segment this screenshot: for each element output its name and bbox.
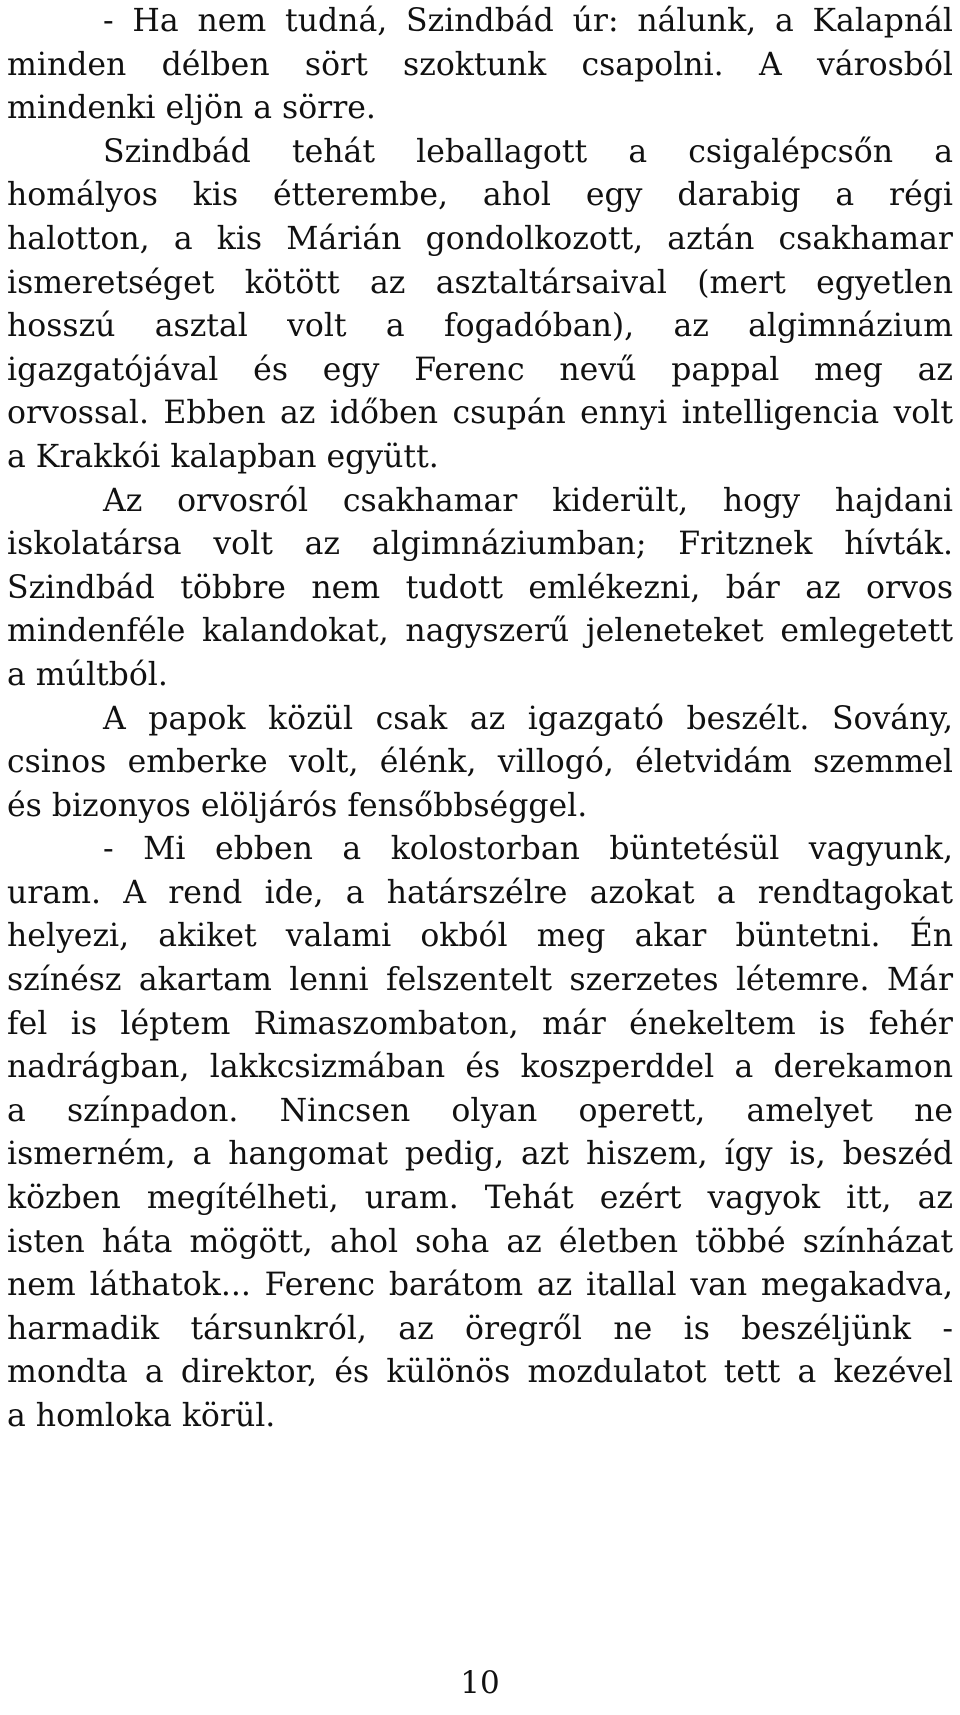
body-text [7,0,953,1439]
text-line: nem láthatok... Ferenc barátom az itallal van megakadva, [7,1267,953,1304]
text-line: helyezi, akiket valami okból meg akar büntetni. Én [7,918,953,955]
text-line: mindenki eljön a sörre. [7,90,376,127]
text-line: hosszú asztal volt a fogadóban), az algimnázium [7,308,953,345]
book-page [7,0,953,1715]
text-line: nadrágban, lakkcsizmában és koszperddel a derekamon [7,1049,953,1086]
text-line: igazgatójával és egy Ferenc nevű pappal meg az [7,351,953,388]
text-line: a Krakkói kalapban együtt. [7,438,439,475]
text-line: minden délben sört szoktunk csapolni. A városból [7,46,953,83]
page-number: 10 [460,1665,500,1701]
text-line: ismeretséget kötött az asztaltársaival (mert egyetlen [7,264,953,301]
text-line: és bizonyos elöljárós fensőbbséggel. [7,787,588,824]
text-line: harmadik társunkról, az öregről ne is beszéljünk - [7,1310,953,1347]
text-line: Az orvosról csakhamar kiderült, hogy hajdani [103,482,953,519]
text-line: közben megítélheti, uram. Tehát ezért vagyok itt, az [7,1180,953,1217]
text-line: mindenféle kalandokat, nagyszerű jeleneteket emlegetett [7,613,953,650]
text-line: ismerném, a hangomat pedig, azt hiszem, így is, beszéd [7,1136,953,1173]
text-line: iskolatársa volt az algimnáziumban; Fritznek hívták. [7,526,953,563]
text-line: halotton, a kis Márián gondolkozott, aztán csakhamar [7,220,953,257]
text-line: isten háta mögött, ahol soha az életben többé színházat [7,1223,953,1260]
text-line: színész akartam lenni felszentelt szerzetes létemre. Már [7,962,953,999]
text-line: uram. A rend ide, a határszélre azokat a rendtagokat [7,874,953,911]
text-line: a múltból. [7,656,168,693]
text-line: mondta a direktor, és különös mozdulatot tett a kezével [7,1354,953,1391]
text-line: Szindbád többre nem tudott emlékezni, bár az orvos [7,569,953,606]
text-line: homályos kis étterembe, ahol egy darabig a régi [7,177,953,214]
text-line: Szindbád tehát leballagott a csigalépcsőn a [103,133,953,170]
text-line: - Mi ebben a kolostorban büntetésül vagyunk, [103,831,953,868]
text-line: A papok közül csak az igazgató beszélt. Sovány, [103,700,953,737]
text-line: a homloka körül. [7,1398,276,1434]
text-line: - Ha nem tudná, Szindbád úr: nálunk, a Kalapnál [103,3,953,39]
text-line: a színpadon. Nincsen olyan operett, amelyet ne [7,1092,953,1129]
text-line: csinos emberke volt, élénk, villogó, életvidám szemmel [7,744,953,781]
text-line: orvossal. Ebben az időben csupán ennyi intelligencia volt [7,395,953,432]
text-line: fel is léptem Rimaszombaton, már énekeltem is fehér [7,1005,953,1042]
